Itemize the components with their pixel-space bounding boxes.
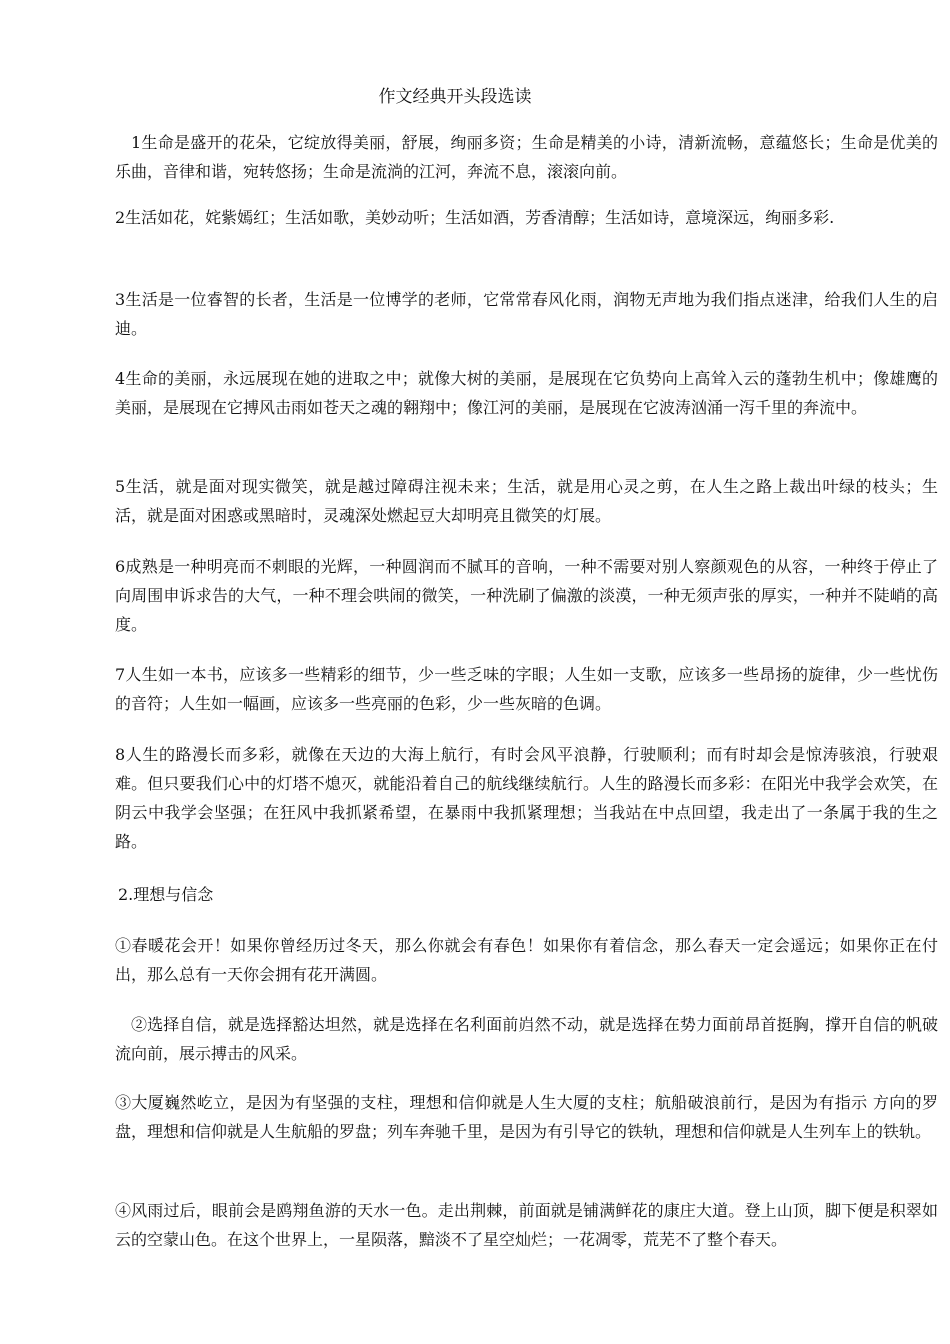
paragraph-2: 2生活如花，姹紫嫣红；生活如歌，美妙动听；生活如酒，芳香清醇；生活如诗，意境深远，绚丽多彩. xyxy=(115,208,835,227)
section-heading: 2.理想与信念 xyxy=(118,885,214,904)
section2-paragraph-2: ②选择自信，就是选择豁达坦然，就是选择在名利面前岿然不动，就是选择在势力面前昂首挺胸，撑开自信的帆破流向前，展示搏击的风采。 xyxy=(115,1015,938,1063)
section2-paragraph-4: ④风雨过后，眼前会是鸥翔鱼游的天水一色。走出荆棘，前面就是铺满鲜花的康庄大道。登上山顶，脚下便是积翠如云的空蒙山色。在这个世界上，一星陨落，黯淡不了星空灿烂；一花凋零，荒芜不了整个春天。 xyxy=(115,1201,938,1249)
paragraph-5: 5生活，就是面对现实微笑，就是越过障碍注视未来；生活，就是用心灵之剪，在人生之路上裁出叶绿的枝头；生活，就是面对困惑或黑暗时，灵魂深处燃起豆大却明亮且微笑的灯展。 xyxy=(115,477,938,525)
section2-paragraph-3: ③大厦巍然屹立，是因为有坚强的支柱，理想和信仰就是人生大厦的支柱；航船破浪前行，是因为有指示 方向的罗盘，理想和信仰就是人生航船的罗盘；列车奔驰千里，是因为有引导它的铁轨，理想和信仰就是人生列车上的铁轨。 xyxy=(115,1093,938,1141)
paragraph-1: 1生命是盛开的花朵，它绽放得美丽，舒展，绚丽多资；生命是精美的小诗，清新流畅，意蕴悠长；生命是优美的乐曲，音律和谐，宛转悠扬；生命是流淌的江河，奔流不息，滚滚向前。 xyxy=(115,133,938,181)
paragraph-7: 7人生如一本书，应该多一些精彩的细节，少一些乏味的字眼；人生如一支歌，应该多一些昂扬的旋律，少一些忧伤的音符；人生如一幅画，应该多一些亮丽的色彩，少一些灰暗的色调。 xyxy=(115,665,938,713)
document-title: 作文经典开头段选读 xyxy=(378,87,532,107)
section2-paragraph-1: ①春暖花会开！如果你曾经历过冬天，那么你就会有春色！如果你有着信念，那么春天一定会遥远；如果你正在付出，那么总有一天你会拥有花开满圆。 xyxy=(115,936,938,984)
paragraph-8: 8人生的路漫长而多彩，就像在天边的大海上航行，有时会风平浪静，行驶顺利；而有时却会是惊涛骇浪，行驶艰难。但只要我们心中的灯塔不熄灭，就能沿着自己的航线继续航行。人生的路漫长而多彩：在阳光中我学会欢笑，在阴云中我学会坚强；在狂风中我抓紧希望，在暴雨中我抓紧理想；当我站在中点回望，我走出了一条属于我的生之路。 xyxy=(115,745,938,851)
paragraph-3: 3生活是一位睿智的长者，生活是一位博学的老师，它常常春风化雨，润物无声地为我们指点迷津，给我们人生的启迪。 xyxy=(115,290,938,338)
paragraph-4: 4生命的美丽，永远展现在她的进取之中；就像大树的美丽，是展现在它负势向上高耸入云的蓬勃生机中；像雄鹰的美丽，是展现在它搏风击雨如苍天之魂的翱翔中；像江河的美丽，是展现在它波涛汹涌一泻千里的奔流中。 xyxy=(115,369,938,417)
paragraph-6: 6成熟是一种明亮而不刺眼的光辉，一种圆润而不腻耳的音响，一种不需要对别人察颜观色的从容，一种终于停止了向周围申诉求告的大气，一种不理会哄闹的微笑，一种洗刷了偏激的淡漠，一种无须声张的厚实，一种并不陡峭的高度。 xyxy=(115,557,938,634)
